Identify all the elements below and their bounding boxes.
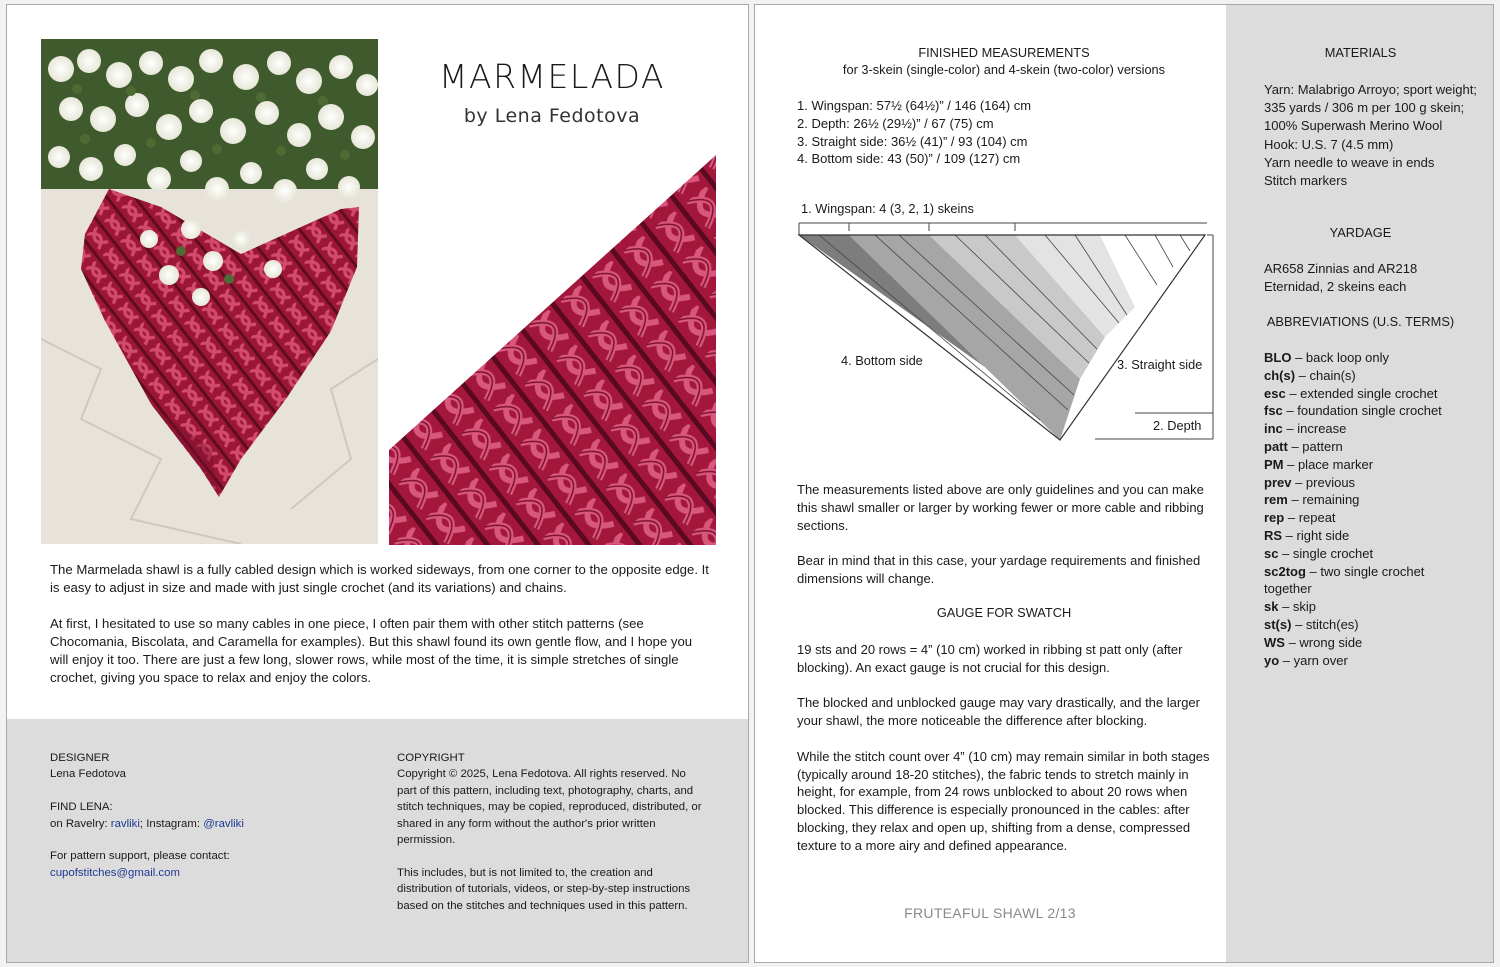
abbr-term: rep	[1264, 510, 1285, 526]
list-item	[1264, 349, 1454, 367]
list-item: 3. Straight side: 36½ (41)” / 93 (104) cm	[797, 133, 1028, 149]
intro-text	[50, 561, 714, 705]
guideline-paragraph: The measurements listed above are only guidelines and you can make this shawl smaller or larger by working fewer or more cable and ribbing sections.	[797, 482, 1204, 533]
intro-paragraph: The Marmelada shawl is a fully cabled design which is worked sideways, from one corner to the opposite edge. It is easy to adjust in size and made with just single crochet (and its variations) and chains.	[50, 562, 709, 595]
gauge-title: GAUGE FOR SWATCH	[936, 605, 1072, 620]
abbr-term: patt	[1264, 438, 1288, 454]
yardage-title: YARDAGE	[1329, 225, 1392, 240]
guideline-text	[797, 481, 1217, 606]
abbr-term: sc2tog	[1264, 563, 1306, 579]
abbr-term: RS	[1264, 527, 1283, 543]
list-item	[1264, 598, 1454, 616]
find-prefix: on Ravelry:	[50, 817, 111, 830]
abbr-desc: – skip	[1278, 599, 1317, 615]
abbr-desc: – pattern	[1287, 438, 1343, 454]
measurements-subtitle: for 3-skein (single-color) and 4-skein (two-color) versions	[842, 62, 1166, 77]
left-page	[6, 4, 749, 963]
abbr-desc: – repeat	[1284, 510, 1336, 526]
abbr-desc: – wrong side	[1284, 634, 1363, 650]
cable-closeup-illustration	[389, 155, 716, 545]
ravelry-link[interactable]: ravliki	[110, 817, 140, 830]
gauge-paragraph: The blocked and unblocked gauge may vary drastically, and the larger your shawl, the more noticeable the difference after blocking.	[797, 695, 1200, 729]
support-email-link[interactable]: cupofstitches@gmail.com	[50, 866, 180, 879]
abbr-desc: – two single crochet together	[1264, 563, 1425, 597]
abbr-term: sc	[1264, 545, 1279, 561]
materials-text	[1264, 81, 1484, 190]
abbr-term: st(s)	[1264, 616, 1292, 632]
list-item	[1264, 634, 1454, 652]
list-item	[1264, 545, 1454, 563]
pattern-byline: by Lena Fedotova	[463, 105, 641, 127]
abbr-term: prev	[1264, 474, 1292, 490]
copyright-text-2: This includes, but is not limited to, the creation and distribution of tutorials, videos, or step-by-step instructions based on the stitches and techniques used in this pattern.	[397, 866, 691, 912]
page-footer: FRUTEAFUL SHAWL 2/13	[904, 905, 1076, 921]
copyright-column	[397, 750, 702, 930]
list-item	[1264, 563, 1454, 599]
abbr-term: BLO	[1264, 350, 1292, 365]
shawl-photo-illustration	[41, 39, 378, 544]
abbr-desc: – stitch(es)	[1291, 616, 1359, 632]
find-mid: ; Instagram:	[139, 817, 204, 830]
diagram-label-bottom: 4. Bottom side	[841, 353, 923, 368]
list-item	[1264, 616, 1454, 634]
yardage-text: AR658 Zinnias and AR218 Eternidad, 2 skeins each	[1264, 261, 1418, 294]
abbr-term: inc	[1264, 421, 1283, 437]
abbr-desc: – increase	[1282, 421, 1347, 437]
pattern-title: MARMELADA	[439, 57, 665, 96]
right-main-column	[755, 5, 1225, 963]
materials-sidebar	[1226, 5, 1494, 963]
gauge-paragraph: 19 sts and 20 rows = 4” (10 cm) worked in ribbing st patt only (after blocking). An exact gauge is not crucial for this design.	[797, 642, 1183, 675]
abbr-term: WS	[1264, 634, 1285, 650]
list-item	[1264, 385, 1454, 403]
abbreviations-title: ABBREVIATIONS (U.S. TERMS)	[1266, 314, 1455, 329]
diagram-label-wingspan: 1. Wingspan: 4 (3, 2, 1) skeins	[801, 201, 974, 216]
copyright-heading: COPYRIGHT	[397, 752, 465, 764]
gauge-paragraph: While the stitch count over 4” (10 cm) may remain similar in both stages (typically around 18-20 stitches), the fabric tends to stretch mainly in height, for example, from 24 rows unblocked to about 20 rows when blocked. This difference is especially pronounced in the cables: after blocking, they relax and open up, shifting from a dense, compressed texture to a more airy and defined appearance.	[797, 748, 1210, 853]
abbr-term: esc	[1264, 385, 1286, 401]
list-item	[1264, 491, 1454, 509]
list-item	[1264, 367, 1454, 385]
abbr-desc: – back loop only	[1291, 350, 1390, 365]
diagram-label-straight: 3. Straight side	[1117, 357, 1203, 372]
abbr-desc: – right side	[1282, 527, 1350, 543]
shawl-diagram	[795, 195, 1215, 445]
designer-name: Lena Fedotova	[50, 768, 126, 781]
abbr-term: PM	[1264, 456, 1284, 472]
measurements-header	[755, 45, 1253, 77]
credits-band	[7, 719, 749, 963]
abbr-term: sk	[1264, 599, 1279, 615]
find-links	[50, 816, 350, 832]
list-item: 2. Depth: 26½ (29½)” / 67 (75) cm	[797, 115, 994, 131]
shawl-on-wall-photo	[41, 39, 378, 544]
designer-column	[50, 750, 350, 881]
instagram-link[interactable]: @ravliki	[203, 817, 244, 830]
materials-title: MATERIALS	[1324, 45, 1397, 60]
intro-paragraph: At first, I hesitated to use so many cables in one piece, I often pair them with other stitch patterns (see Chocomania, Biscolata, and Caramella for examples). But this shawl found its own gentle flow, and I hope you will enjoy it too. There are just a few long, slower rows, while most of the time, it is simple stretches of single crochet, giving you space to relax and enjoy the colors.	[50, 616, 693, 685]
hook-text: Hook: U.S. 7 (4.5 mm)	[1264, 137, 1394, 153]
abbr-desc: – extended single crochet	[1285, 385, 1438, 401]
list-item	[1264, 474, 1454, 492]
list-item	[1264, 509, 1454, 527]
right-page	[754, 4, 1494, 963]
measurements-title: FINISHED MEASUREMENTS	[918, 45, 1090, 60]
abbr-term: ch(s)	[1264, 367, 1296, 383]
cable-closeup-photo	[389, 155, 716, 545]
abbr-term: fsc	[1264, 403, 1283, 419]
support-text: For pattern support, please contact:	[50, 850, 230, 863]
markers-text: Stitch markers	[1264, 172, 1348, 188]
abbr-desc: – remaining	[1287, 492, 1360, 508]
guideline-paragraph: Bear in mind that in this case, your yardage requirements and finished dimensions will change.	[797, 553, 1201, 586]
abbr-desc: – chain(s)	[1295, 367, 1356, 383]
list-item: 4. Bottom side: 43 (50)” / 109 (127) cm	[797, 151, 1021, 167]
list-item	[1264, 438, 1454, 456]
copyright-text: Copyright © 2025, Lena Fedotova. All rights reserved. No part of this pattern, including text, photography, charts, and stitch techniques, may be copied, reproduced, distributed, or shared in any form without the author's prior written permission.	[397, 768, 702, 847]
gauge-text	[797, 641, 1217, 872]
designer-heading: DESIGNER	[50, 752, 110, 764]
list-item	[1264, 420, 1454, 438]
find-heading: FIND LENA:	[50, 801, 113, 814]
list-item	[1264, 527, 1454, 545]
list-item: 1. Wingspan: 57½ (64½)” / 146 (164) cm	[797, 98, 1032, 113]
yarn-text: Yarn: Malabrigo Arroyo; sport weight; 335 yards / 306 m per 100 g skein; 100% Superwash Merino Wool	[1264, 82, 1477, 133]
abbr-desc: – single crochet	[1278, 545, 1374, 561]
needle-text: Yarn needle to weave in ends	[1264, 155, 1435, 171]
measurements-list	[797, 97, 1031, 168]
abbr-term: rem	[1264, 492, 1288, 508]
diagram-label-depth: 2. Depth	[1153, 418, 1202, 433]
abbr-term: yo	[1264, 652, 1280, 668]
abbr-desc: – yarn over	[1279, 652, 1348, 668]
list-item	[1264, 456, 1454, 474]
abbreviations-list	[1264, 349, 1454, 669]
list-item	[1264, 652, 1454, 670]
abbr-desc: – place marker	[1283, 456, 1374, 472]
abbr-desc: – previous	[1291, 474, 1356, 490]
abbr-desc: – foundation single crochet	[1282, 403, 1442, 419]
list-item	[1264, 402, 1454, 420]
diagram-drawing	[795, 195, 1215, 445]
